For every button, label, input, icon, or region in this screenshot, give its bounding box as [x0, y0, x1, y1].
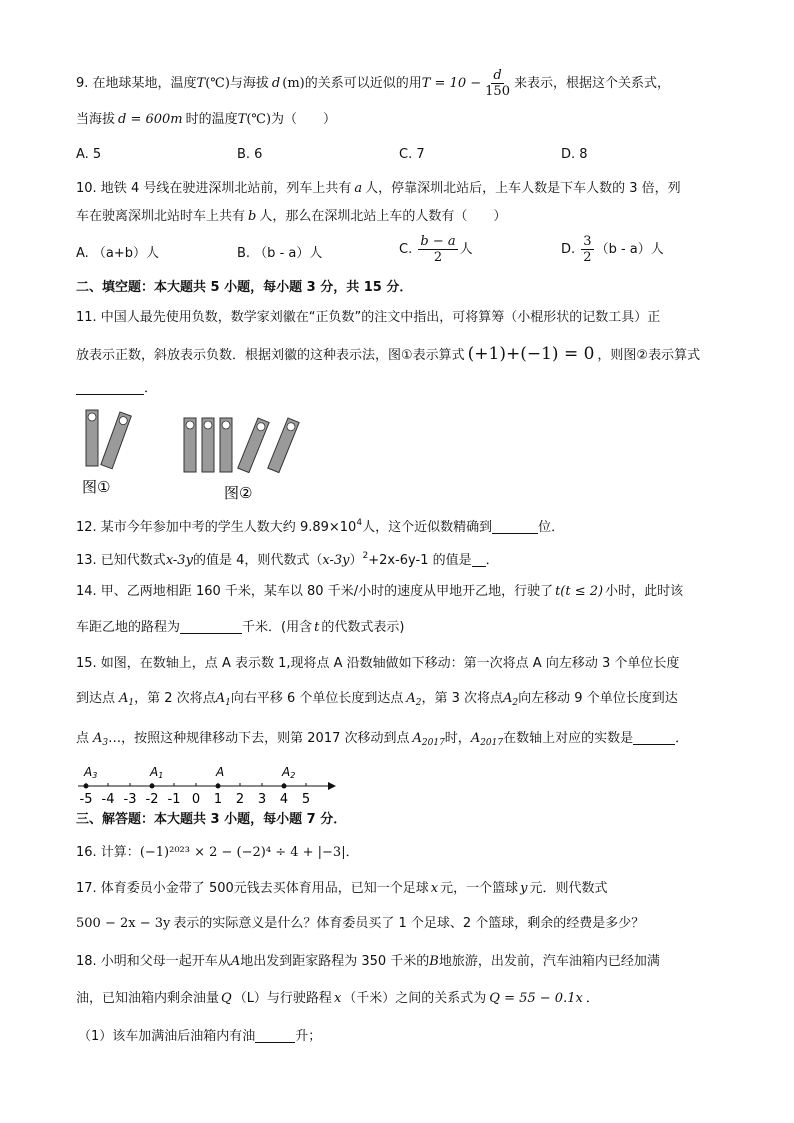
q12-line [76, 513, 564, 538]
q17-line1 [76, 879, 608, 899]
point-label: A1 [150, 765, 164, 780]
q10-option-a: A. （a+b）人 [76, 246, 160, 261]
q15-text: 向左移动 9 个单位长度到达 [518, 691, 678, 706]
q9-option-d: D. 8 [561, 147, 588, 162]
q13-line [76, 546, 499, 571]
number-line-point [282, 784, 287, 789]
option-label: C. [399, 242, 413, 257]
point-A1: $A_1$ [119, 691, 135, 708]
q9-text: 时的温度 [185, 112, 238, 127]
q9-text: 的关系可以近似的用 [304, 76, 422, 91]
q18-sub1 [78, 1027, 321, 1047]
var-x: x [430, 881, 439, 896]
q13-text: 13. 已知代数式 [76, 553, 166, 568]
q10-option-d [561, 234, 664, 265]
axis-tick-label: -5 [79, 792, 93, 807]
q11-line2 [76, 344, 700, 366]
q14-line2 [76, 618, 404, 638]
q17-line2 [76, 914, 644, 934]
unit-meter: (m) [282, 76, 305, 91]
point-A2017: $A_{2017}$ [412, 731, 445, 748]
q17-text: 表示的实际意义是什么？体育委员买了 1 个足球、2 个篮球，剩余的经费是多少？ [173, 916, 645, 931]
axis-tick-label: 3 [257, 792, 267, 807]
q18-text: 18. 小明和父母一起开车从 [76, 954, 231, 969]
q18-formula: Q = 55 − 0.1x [489, 991, 583, 1006]
q15-line3 [76, 729, 688, 753]
q9-height: d = 600m [118, 112, 183, 127]
figure-2-label: 图② [224, 484, 253, 502]
q11-text: ． [144, 381, 158, 396]
frac-num: b − a [420, 234, 456, 249]
var-d: d [271, 76, 281, 91]
q10-line2 [76, 207, 506, 227]
frac-den: 2 [583, 250, 592, 265]
q12-text: 人，这个近似数精确到 [362, 520, 493, 535]
axis-tick-label: 4 [279, 792, 289, 807]
point-A2017: $A_{2017}$ [470, 731, 504, 748]
number-line-point [216, 784, 221, 789]
place-A: A [230, 954, 241, 969]
q18-text: （千米）之间的关系式为 [343, 991, 487, 1006]
var-t: t [314, 620, 320, 635]
section-2-heading: 二、填空题：本大题共 5 小题，每小题 3 分，共 15 分． [76, 280, 413, 295]
q9-line1 [76, 68, 670, 99]
q15-text: …，按照这种规律移动下去，则第 2017 次移动到点 [108, 731, 410, 746]
answer-blank[interactable] [255, 1028, 295, 1043]
q9-formula: T = 10 − [421, 76, 482, 91]
frac-num: d [493, 68, 502, 83]
point-A2: $A_2$ [503, 691, 519, 708]
point-label: A2 [282, 765, 296, 780]
rod-dot [88, 413, 96, 421]
place-B: B [429, 954, 439, 969]
q15-text: ． [675, 731, 689, 746]
q13-exponent: 2 [362, 551, 369, 561]
q18-text: （L）与行驶路程 [233, 991, 332, 1006]
axis-tick-label: -2 [145, 792, 159, 807]
q13-text: ． [485, 553, 499, 568]
var-y: y [520, 881, 528, 896]
q9-option-b: B. 6 [237, 147, 263, 162]
q11-formula: (+1)+(−1) = 0 [467, 344, 595, 364]
counting-rods-figure [82, 408, 322, 503]
q18-line2 [76, 989, 599, 1009]
unit-celsius: (℃) [246, 112, 272, 127]
option-unit: 人 [459, 242, 473, 257]
q18-line1 [76, 952, 660, 972]
q13-expr: x-3y [322, 553, 350, 568]
answer-blank[interactable] [492, 519, 538, 534]
var-a: a [354, 181, 363, 196]
axis-arrow-icon [328, 782, 336, 790]
q13-text: +2x-6y-1 的值是 [368, 553, 472, 568]
point-A2: $A_2$ [406, 691, 422, 708]
q9-fraction [483, 68, 512, 99]
q17-text: 元，一个篮球 [440, 881, 519, 896]
q11-text: ，则图②表示算式 [597, 348, 701, 363]
q16-line [76, 843, 359, 863]
q10-text: 人，停靠深圳北站后，上车人数是下车人数的 3 倍，列 [365, 181, 681, 196]
var-Q: Q [221, 991, 232, 1006]
q12-exponent: 4 [356, 518, 363, 528]
q17-text: 17. 体育委员小金带了 500元钱去买体育用品，已知一个足球 [76, 881, 429, 896]
option-label: D. [561, 242, 576, 257]
figure-2 [184, 418, 299, 502]
q11-line3 [76, 379, 157, 399]
q14-condition: t(t ≤ 2) [555, 584, 604, 599]
figure-1 [82, 410, 131, 496]
q9-text: 当海拔 [76, 112, 116, 127]
q17-text: 元．则代数式 [529, 881, 608, 896]
axis-tick-label: 2 [235, 792, 245, 807]
answer-blank[interactable] [76, 380, 144, 395]
point-A3: $A_3$ [93, 731, 109, 748]
var-b: b [248, 209, 257, 224]
axis-tick-label: 0 [191, 792, 201, 807]
q14-text: 小时，此时该 [605, 584, 684, 599]
rod-dot [186, 421, 194, 429]
answer-blank[interactable] [633, 730, 675, 745]
q18-text: （1）该车加满油后油箱内有油 [78, 1029, 256, 1044]
axis-tick-label: 1 [213, 792, 223, 807]
q11-text: 放表示正数，斜放表示负数．根据刘徽的这种表示法，图①表示算式 [76, 348, 465, 363]
q17-expression: 500 − 2x − 3y [76, 916, 171, 931]
frac-num: 3 [583, 234, 592, 249]
q10-c-fraction [418, 234, 457, 265]
q15-text: 向右平移 6 个单位长度到达点 [230, 691, 404, 706]
q14-text: 的代数式表示) [321, 620, 405, 635]
q10-option-b: B. （b - a）人 [237, 246, 323, 261]
q18-text: 地旅游，出发前，汽车油箱内已经加满 [438, 954, 660, 969]
answer-blank[interactable] [180, 619, 242, 634]
q10-text: 10. 地铁 4 号线在驶进深圳北站前，列车上共有 [76, 181, 352, 196]
q10-d-fraction [581, 234, 593, 265]
q10-text: 人，那么在深圳北站上车的人数有（ ） [259, 209, 507, 224]
number-line-point [150, 784, 155, 789]
q9-text: 与海拔 [229, 76, 269, 91]
number-line-point [84, 784, 89, 789]
q10-option-c [399, 234, 473, 265]
var-T: T [237, 112, 247, 127]
q12-text: 12. 某市今年参加中考的学生人数大约 9.89×10 [76, 520, 357, 535]
figure-1-label: 图① [82, 478, 111, 496]
q14-text: 千米．(用含 [242, 620, 313, 635]
axis-tick-label: -1 [167, 792, 181, 807]
point-label: A3 [84, 765, 98, 780]
q9-text: 为（ ） [271, 112, 337, 127]
q13-text: ） [349, 553, 363, 568]
var-x: x [333, 991, 342, 1006]
q15-text: ，第 3 次将点 [421, 691, 504, 706]
q10-text: 车在驶离深圳北站时车上共有 [76, 209, 246, 224]
axis-tick-label: 5 [301, 792, 311, 807]
answer-blank[interactable] [472, 552, 486, 567]
q12-text: 位． [538, 520, 565, 535]
q16-text: 16. 计算： [76, 845, 140, 860]
q15-line2 [76, 689, 678, 713]
var-T: T [196, 76, 206, 91]
frac-den: 2 [433, 250, 443, 265]
axis-tick-label: -3 [123, 792, 137, 807]
q9-text: 来表示，根据这个关系式， [513, 76, 670, 91]
unit-celsius: (℃) [205, 76, 230, 91]
rod-dot [222, 421, 230, 429]
q14-line1 [76, 582, 683, 602]
q9-line2 [76, 110, 336, 130]
axis-tick-label: -4 [101, 792, 115, 807]
q15-text: ，第 2 次将点 [134, 691, 216, 706]
q9-option-a: A. 5 [76, 147, 102, 162]
q18-text: 升； [295, 1029, 322, 1044]
option-rest: （b - a）人 [595, 242, 664, 257]
q15-text: 时， [444, 731, 471, 746]
rod-dot [204, 421, 212, 429]
q15-text: 点 [76, 731, 90, 746]
q11-line1: 11. 中国人最先使用负数，数学家刘徽在“正负数”的注文中指出，可将算筹（小棍形状的记数工具）正 [76, 310, 661, 325]
q9-text: 9. 在地球某地，温度 [76, 76, 197, 91]
q10-line1 [76, 179, 681, 199]
q9-option-c: C. 7 [399, 147, 425, 162]
q15-text: 在数轴上对应的实数是 [503, 731, 634, 746]
q14-text: 车距乙地的路程为 [76, 620, 181, 635]
frac-den: 150 [485, 84, 510, 99]
q15-text: 到达点 [76, 691, 116, 706]
q18-text: 地出发到距家路程为 350 千米的 [240, 954, 430, 969]
section-3-heading: 三、解答题：本大题共 3 小题，每小题 7 分． [76, 812, 347, 827]
q18-text: 油，已知油箱内剩余油量 [76, 991, 220, 1006]
q13-text: 的值是 4，则代数式（ [192, 553, 323, 568]
q13-expr: x-3y [165, 553, 193, 568]
q15-line1: 15. 如图，在数轴上，点 A 表示数 1,现将点 A 沿数轴做如下移动：第一次将点 A 向左移动 3 个单位长度 [76, 656, 680, 671]
number-line [74, 762, 344, 812]
q16-expression: (−1)²⁰²³ × 2 − (−2)⁴ ÷ 4 + |−3|． [139, 845, 359, 860]
q18-text: ． [585, 991, 599, 1006]
point-A1: $A_1$ [215, 691, 231, 708]
q14-text: 14. 甲、乙两地相距 160 千米，某车以 80 千米/小时的速度从甲地开乙地，行驶了 [76, 584, 554, 599]
point-label: A [216, 765, 225, 779]
